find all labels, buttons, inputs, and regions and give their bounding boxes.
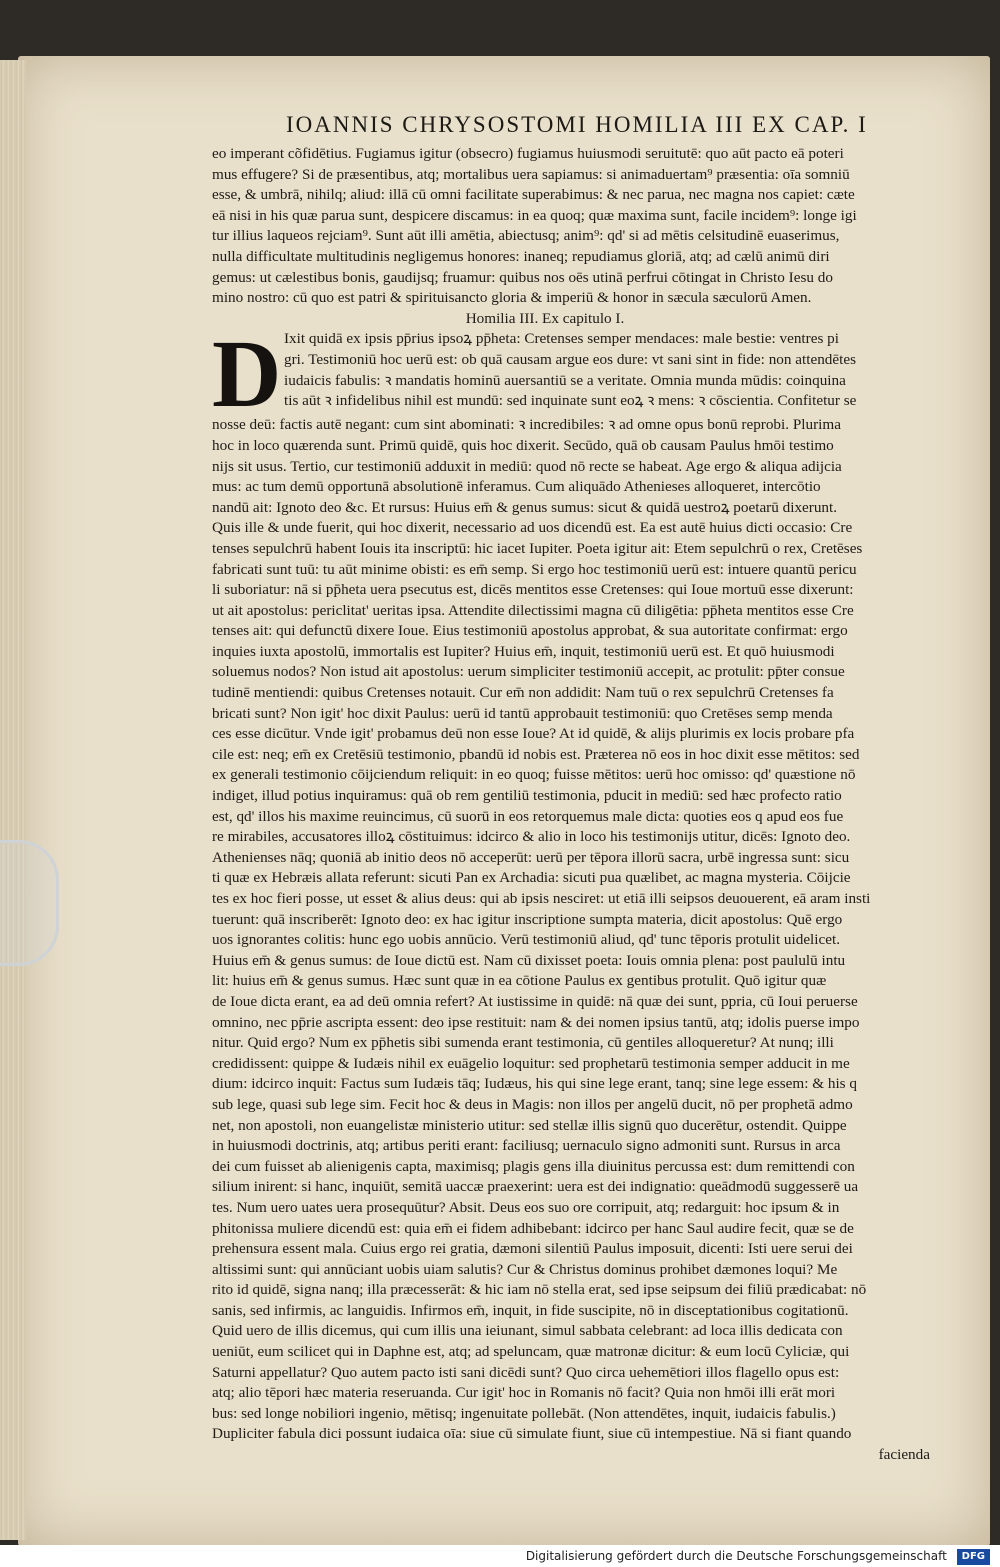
text-line: gemus: ut cælestibus bonis, gaudijsq; fruamur: quibus nos oēs utinā perfrui cōtingat in Christo Iesu do [212, 268, 833, 286]
text-line: tudinē mentiendi: quibus Cretenses notauit. Cur em̄ non addidit: Nam tuū o rex sepulchrū Cretenses fa [212, 684, 834, 702]
text-line: altissimi sunt: qui annūciant uobis uiam salutis? Cur & Christus dominus prohibet dæmones loqui? Me [212, 1260, 838, 1278]
text-line: ti quæ ex Hebræis allata referunt: sicuti Pan ex Archadia: sicuti pua quælibet, ac magna mysteria. Cōijcie [212, 869, 851, 887]
text-line: silium inirent: si hanc, inquiūt, semitā uaccæ praexerint: uera est dei indignatio: queādmodū suggesserē ua [212, 1178, 859, 1196]
text-line: eo imperant cõfidētius. Fugiamus igitur (obsecro) fugiamus huiusmodi seruitutē: quo aūt pacto eā poteri [212, 145, 844, 162]
text-line: nijs sit usus. Tertio, cur testimoniū adduxit in mediū: quod nō recte se habeat. Age ergo & aliqua adijcia [212, 457, 842, 475]
text-line: ut ait apostolus: periclitat' ueritas ipsa. Attendite dilectissimi magna cū diligētia: pp̄heta mentitos esse Cre [212, 601, 854, 619]
text-line: nulla difficultate multitudinis negligemus honores: inaneq; repudiamus gloriā, atq; ad cælū animū diri [212, 247, 830, 265]
text-line: mino nostro: cū quo est patri & spirituisancto gloria & imperiū & honor in sæcula sæculorū Amen. [212, 289, 812, 307]
text-line: indiget, illud potius inquiramus: quā ob rem gentiliū testimonia, pducit in mediū: sed hæc profecto ratio [212, 787, 842, 805]
text-line: in huiusmodi doctrinis, atq; artibus periti erant: faciliusq; uernaculo signo admoniti sunt. Rursus in arca [212, 1137, 841, 1155]
section-title: Homilia III. Ex capitulo I. [465, 309, 625, 327]
text-line: uos ignorantes colitis: hunc ego uobis annūcio. Verū testimoniū aliud, qd' tunc tēporis protulit uidelicet. [212, 931, 840, 949]
text-line: Huius em̄ & genus sumus: de Ioue dictū est. Nam cū dixisset poeta: Iouis omnia plena: post paululū intu [212, 951, 846, 969]
drop-cap-lines [212, 329, 938, 411]
footer-bar [0, 1545, 1000, 1567]
text-line: nandū ait: Ignoto deo &c. Et rursus: Huius em̄ & genus sumus: sicut & quidā uestroꝝ poetarū dixerunt. [212, 498, 838, 516]
text-line: omnino, nec pp̄rie ascripta essent: deo ipse restituit: nam & dei nomen ipsius tantū, atq; idolis puerse impo [212, 1013, 860, 1031]
text-line: mus effugere? Si de præsentibus, atq; mortalibus uera sapiamus: si animaduertam⁹ præsentia: oīa somniū [212, 165, 850, 183]
text-line: nitur. Quid ergo? Num ex pp̄hetis sibi sumenda erant testimonia, cū gentiles alloqueretur? At nunq; illi [212, 1034, 834, 1052]
text-line: re mirabiles, accusatores illoꝝ cōstituimus: idcirco & alio in loco his testimonijs utitur, dicēs: Ignoto deo. [212, 828, 851, 846]
text-line: hoc in loco quærenda sunt. Primū quidē, quis hoc dixerit. Secūdo, quā ob causam Paulus hmōi testimo [212, 436, 834, 454]
text-line: est, qd' illos his maxime reuincimus, cū suorū in eos retorquemus male dicta: quoties eos q apud eos fue [212, 807, 844, 825]
text-line: cile est: neq; em̄ ex Cretēsiū testimonio, pbandū id nobis est. Præterea nō eos in hoc dixit esse mētitos: sed [212, 745, 860, 763]
text-line: Ixit quidā ex ipsis pp̄rius ipsoꝝ pp̄heta: Cretenses semper mendaces: male bestie: ventres pi [284, 330, 839, 348]
text-line: sanis, sed infirmis, ac languidis. Infirmos em̄, inquit, in fide suscipite, nō in disceptationibus cogitationū. [212, 1301, 849, 1319]
text-line: credidissent: quippe & Iudæis nihil ex euāgelio loquitur: sed prophetarū testimonia semper adducit in me [212, 1054, 850, 1072]
dfg-logo: DFG [957, 1549, 990, 1565]
text-line: li suboriatur: nā si pp̄heta uera psecutus est, dicēs mentitos esse Cretenses: qui Ioue mortuū esse dixerunt: [212, 581, 854, 599]
text-line: ces esse dicūtur. Vnde igit' probamus deū non esse Ioue? At id quidē, & alijs plurimis ex locis probare pfa [212, 725, 855, 743]
text-line: Saturni appellatur? Quo autem pacto isti sani dicēdi sunt? Quo circa uehemētiori illos flagello opus est: [212, 1363, 840, 1381]
text-line: Quis ille & unde fuerit, qui hoc dixerit, necessario ad uos dicendū est. Ea est autē huius dicti occasio: Cre [212, 519, 853, 537]
text-line: prehensura essent mala. Cuius ergo rei gratia, dæmoni silentiū Paulus imposuit, dicenti: Isti uere serui dei [212, 1240, 853, 1258]
text-line: gri. Testimoniū hoc uerū est: ob quā causam argue eos dure: vt sani sint in fide: non attendētes [284, 350, 856, 368]
text-line: tes ex hoc fieri posse, ut esset & alius deus: qui ab ipsis nesciret: ut etiā illi seipsos deuouerent, eā aram insti [212, 890, 871, 907]
text-line: Athenienses nāq; quoniā ab initio deos nō acceperūt: uerū per tēpora illorū sacra, urbē ingressa sunt: sicu [212, 848, 850, 866]
text-line: ueniūt, eum scilicet qui in Daphne est, atq; ad speluncam, quæ matronæ dicitur: & eum locū Cyliciæ, qui [212, 1343, 850, 1361]
text-line: sub lege, quasi sub lege sim. Fecit hoc & deus in Magis: non illos per angelū ducit, nō per prophetā admo [212, 1095, 853, 1113]
text-line: iudaicis fabulis: ꝛ mandatis hominū auersantiū se a veritate. Omnia munda mūdis: coinquina [284, 371, 846, 389]
text-line: tur illius laqueos rejciam⁹. Sunt aūt illi amētia, abiectusq; anim⁹: qd' si ad mētis celsitudinē euaserimus, [212, 227, 840, 245]
text-line: net, non apostoli, non euangelistæ ministerio utitur: sed stellæ illis signū quo ducerētur, ostendit. Quippe [212, 1116, 847, 1134]
text-line: Dupliciter fabula dici possunt iudaica oīa: siue cū simulate fiunt, siue cū intempestiue. Nā si fiant quando [212, 1425, 852, 1443]
text-line: rito id quidē, signa nanq; illa præcesserāt: & hic iam nō stella erat, sed ipse seipsum dei filiū prædicabat: nō [212, 1281, 867, 1299]
text-line: bricati sunt? Non igit' hoc dixit Paulus: uerū id tantū approbauit testimoniū: quo Cretēses semp menda [212, 704, 833, 722]
text-line: tis aūt ꝛ infidelibus nihil est mundū: sed inquinate sunt eoꝝ ꝛ mens: ꝛ cōscientia. Confitetur se [284, 392, 857, 410]
text-line: tuerunt: quā inscriberēt: Ignoto deo: ex hac igitur inscriptione sumpta materia, dicit apostolus: Quē ergo [212, 910, 843, 928]
text-line: mus: ac tum demū opportunā absolutionē inferamus. Cum aliquādo Athenieses alloqueret, intercōtio [212, 478, 821, 496]
text-line: de Ioue dicta erant, ea ad deū omnia refert? At iustissime in quidē: nā quæ dei sunt, ppria, cū Ioui peruerse [212, 992, 858, 1010]
text-line: bus: sed longe nobiliori ingenio, mētisq; ingenuitate pollebāt. (Non attendētes, inquit, iudaicis fabulis.) [212, 1404, 836, 1422]
text-line: tenses ait: qui defunctū dixere Ioue. Eius testimoniū apostolus approbat, & sua autoritate confirmat: ergo [212, 622, 848, 640]
text-line: ex generali testimonio cōijciendum reliquit: in eo quoq; fuisse mētitos: uerū hoc omisso: qd' quæstione nō [212, 766, 856, 784]
text-line: eā nisi in his quæ parua sunt, despicere discamus: in ea quoq; quæ maxima sunt, facile incidem⁹: longe igi [212, 206, 857, 224]
text-line: nosse deū: factis autē negant: cum sint abominati: ꝛ incredibiles: ꝛ ad omne opus bonū reprobi. Plurima [212, 416, 841, 434]
text-line: dei cum fuisset ab alienigenis capta, maximisq; plagis gens illa diuinitus percussa est: dum remittendi con [212, 1157, 855, 1175]
text-line: fabricati sunt tuū: tu aūt minime obisti: es em̄ semp. Si ergo hoc testimoniū uerū est: intuere quantū pericu [212, 560, 857, 578]
previous-homily-ending [212, 144, 938, 309]
footer-text: Digitalisierung gefördert durch die Deutsche Forschungsgemeinschaft [525, 1549, 947, 1563]
text-line: tenses sepulchrū habent Iouis ita inscriptū: hic iacet Iupiter. Poeta igitur ait: Etem sepulchrū o rex, Cretēses [212, 539, 863, 557]
text-line: lit: huius em̄ & genus sumus. Hæc sunt quæ in ea cōtione Paulus ex gentibus protulit. Quō igitur quæ [212, 972, 827, 990]
scanner-clip [0, 840, 59, 966]
text-line: Quid uero de illis dicemus, qui cum illis una ieiunant, simul sabbata celebrant: ad loca illis dedicata con [212, 1322, 843, 1340]
text-line: inquies iuxta apostolū, immortalis est Iupiter? Huius em̄, inquit, testimoniū uerū est. Et quō huiusmodi [212, 642, 835, 660]
text-line: tes. Num uero uates uera prosequūtur? Absit. Deus eos suo ore corripuit, atq; redarguit: hoc ipsum & in [212, 1198, 840, 1216]
text-line: soluemus nodos? Non istud ait apostolus: uerum simpliciter testimoniū accepit, ac protulit: pp̄ter consue [212, 663, 845, 681]
drop-cap-initial: D [212, 320, 282, 428]
text-line: dium: idcirco inquit: Factus sum Iudæis tāq; Iudæus, his qui sine lege erant, tanq; sine lege essem: & his q [212, 1075, 857, 1093]
text-line: esse, & umbrā, nihilq; aliud: illā cū omni facilitate superabimus: & nec parua, nec magna nos capiet: cæte [212, 186, 855, 204]
running-header: IOANNIS CHRYSOSTOMI HOMILIA III EX CAP. I [286, 112, 868, 137]
page-edges [0, 60, 26, 1540]
text-line: phitonissa muliere dicendū est: quia em̄ ei fidem adhibebant: idcirco per hanc Saul audire fecit, quæ se de [212, 1219, 854, 1237]
text-line: atq; alio tēpori hæc materia reseruanda. Cur igit' hoc in Romanis nō facit? Quia non hmōi illi erāt mori [212, 1384, 836, 1402]
catchword: facienda [878, 1446, 930, 1464]
text-block [212, 144, 938, 1466]
homily-body [212, 415, 938, 1445]
